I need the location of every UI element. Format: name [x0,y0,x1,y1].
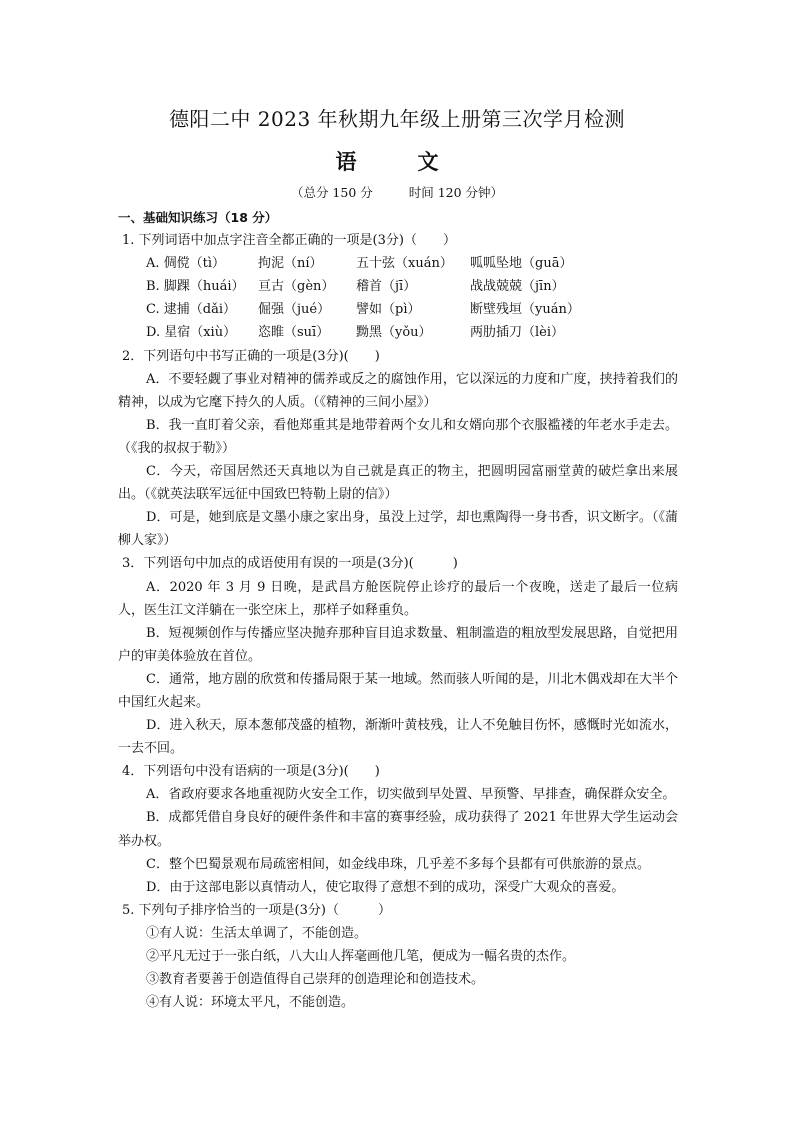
question-stem: 3．下列语句中加点的成语使用有误的一项是(3分)( ) [122,556,458,572]
question-1 [118,229,678,344]
exam-meta [0,183,794,201]
section-title: 一、基础知识练习（18 分） [118,210,278,225]
option-word: 五十弦（xuán） [356,256,453,272]
question-stem: 1. 下列词语中加点字注音全都正确的一项是(3分)（ ） [122,233,456,249]
option-word: A. 倜傥（tì） [146,256,226,272]
option-b: B．短视频创作与传播应坚决抛弃那种盲目追求数量、粗制滥造的粗放型发展思路，自觉把用户的审美体验放在首位。 [118,625,678,664]
option-word: B. 脚踝（huái） [146,279,245,295]
question-stem: 2．下列语句中书写正确的一项是(3分)( ) [122,348,380,364]
option-c: C．整个巴蜀景观布局疏密相间，如金线串珠，几乎差不多每个县都有可供旅游的景点。 [146,856,650,872]
option-word: 譬如（pì） [356,302,421,318]
total-score: （总分 150 分 [290,185,373,200]
subject-title: 语 文 [335,149,459,174]
option-b: B．成都凭借自身良好的硬件条件和丰富的赛事经验，成功获得了 2021 年世界大学生运动会举办权。 [118,810,678,849]
option-row-d [118,321,678,344]
option-word: 拘泥（ní） [258,256,323,272]
option-row-a [118,252,678,275]
option-word: 黝黑（yǒu） [356,325,432,341]
option-d: D．进入秋天，原本葱郁茂盛的植物，渐渐叶黄枝残，让人不免触目伤怀，感慨时光如流水，一去不回。 [118,718,678,757]
question-2 [118,345,678,553]
option-word: 稽首（jī） [356,279,417,295]
exam-time: 时间 120 分钟） [408,185,504,200]
option-c: C．今天，帝国居然还天真地以为自己就是真正的物主，把圆明园富丽堂黄的破烂拿出来展出。（《就英法联军远征中国致巴特勒上尉的信》） [118,464,678,503]
option-b: B．我一直盯着父亲，看他郑重其是地带着两个女儿和女婿向那个衣服褴褛的年老水手走去。（《我的叔叔于勒》） [118,417,678,456]
question-3 [118,552,678,760]
option-word: 倔强（jué） [258,302,331,318]
question-5 [118,899,678,1014]
option-word: D. 星宿（xiù） [146,325,237,341]
sentence-2: ②平凡无过于一张白纸，八大山人挥毫画他几笔，便成为一幅名贵的杰作。 [146,949,576,964]
exam-title: 德阳二中 2023 年秋期九年级上册第三次学月检测 [168,107,626,131]
option-word: 呱呱坠地（guā） [470,256,573,272]
option-a: A．2020 年 3 月 9 日晚，是武昌方舱医院停止诊疗的最后一个夜晚，送走了最后一位病人，医生江文洋躺在一张空床上，那样子如释重负。 [118,579,678,618]
option-row-c [118,298,678,321]
option-word: 战战兢兢（jīn） [470,279,565,295]
option-word: 两肋插刀（lèi） [470,325,565,341]
option-word: 亘古（gèn） [258,279,335,295]
option-a: A．省政府要求各地重视防火安全工作，切实做到早处置、早预警、早排查，确保群众安全。 [146,787,676,803]
question-4 [118,760,678,899]
option-word: C. 逮捕（dǎi） [146,302,236,318]
sentence-3: ③教育者要善于创造值得自己崇拜的创造理论和创造技术。 [146,972,485,988]
sentence-4: ④有人说：环境太平凡，不能创造。 [146,995,355,1011]
option-d: D．可是，她到底是文墨小康之家出身，虽没上过学，却也熏陶得一身书香，识文断字。（《蒲柳人家》） [118,510,678,549]
option-word: 恣睢（suī） [258,325,330,341]
option-c: C．通常，地方剧的欣赏和传播局限于某一地域。然而骇人听闻的是，川北木偶戏却在大半个中国红火起来。 [118,671,678,710]
option-d: D．由于这部电影以真情动人，使它取得了意想不到的成功，深受广大观众的喜爱。 [146,879,625,895]
option-word: 断壁残垣（yuán） [470,302,580,318]
option-a: A．不要轻觑了事业对精神的儒养或反之的腐蚀作用，它以深远的力度和广度，挟持着我们的精神，以成为它麾下持久的人质。（《精神的三间小屋》） [118,371,678,410]
question-stem: 4．下列语句中没有语病的一项是(3分)( ) [122,764,380,780]
exam-content [118,206,678,1014]
option-row-b [118,275,678,298]
sentence-1: ①有人说：生活太单调了，不能创造。 [146,925,368,941]
question-stem: 5. 下列句子排序恰当的一项是(3分)（ ） [122,902,391,918]
